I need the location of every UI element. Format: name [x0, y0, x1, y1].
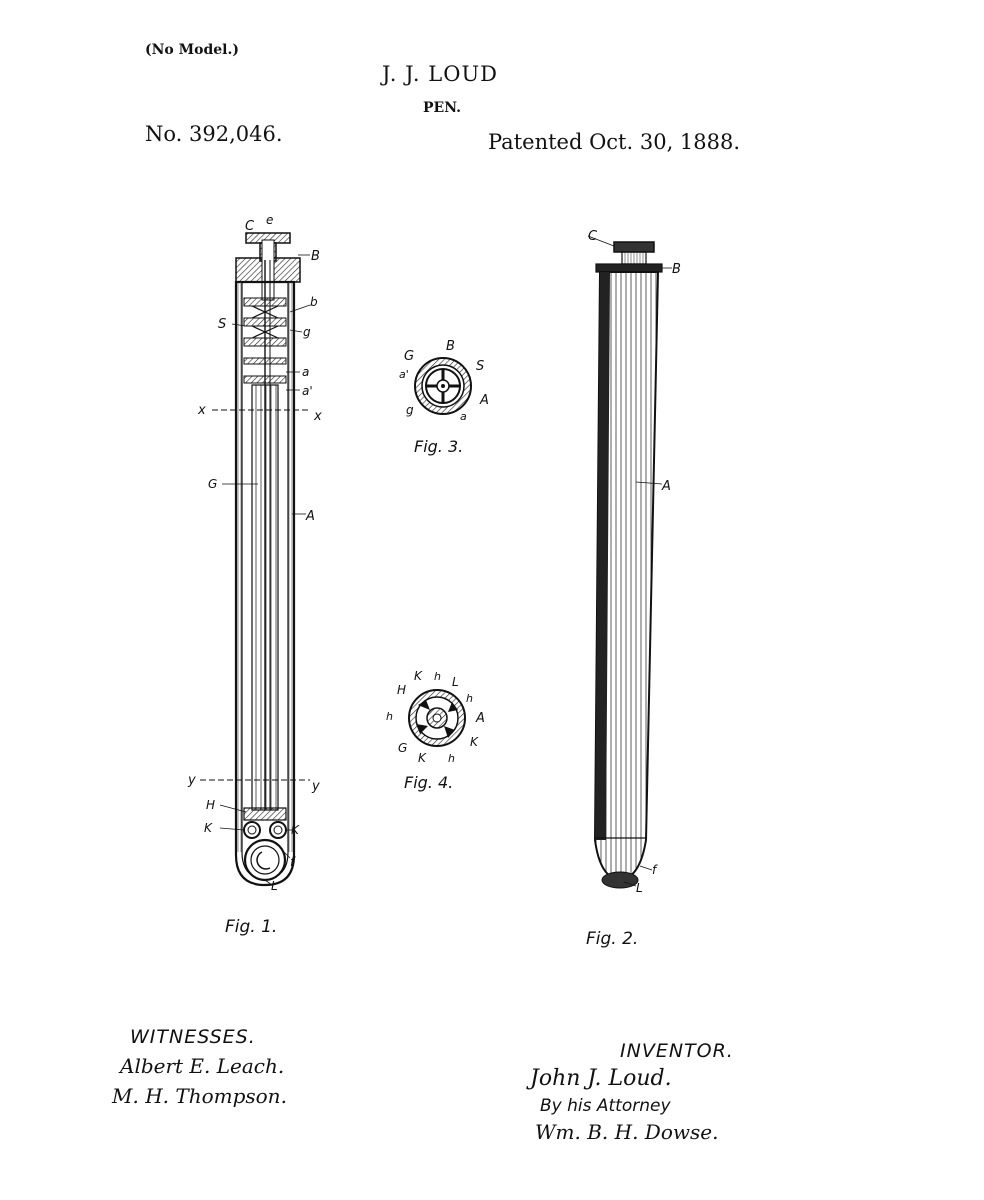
fig1-bottom-block — [244, 808, 286, 820]
fig3-label-G: G — [404, 349, 415, 364]
fig3-label-g: g — [406, 403, 414, 417]
fig1-label-a: a — [302, 365, 310, 379]
fig4-label-K-right: K — [470, 735, 478, 749]
fig1-label-A: A — [306, 509, 315, 524]
fig1-label-b: b — [310, 295, 318, 309]
fig3-label-a-prime: a' — [399, 368, 409, 381]
fig4-label-G: G — [398, 741, 408, 755]
fig4-label-h-right: h — [466, 692, 473, 705]
fig4-label-h-top: h — [434, 670, 441, 683]
fig1-label-G: G — [208, 477, 218, 491]
fig4-label-h-bottom: h — [448, 752, 455, 765]
fig2-caption: Fig. 2. — [586, 929, 639, 949]
fig1-label-e: e — [266, 213, 274, 227]
fig1-label-x-right: x — [314, 409, 322, 424]
fig2-label-f: f — [652, 863, 657, 877]
fig4-label-K-bottom: K — [418, 751, 426, 765]
no-model-note: (No Model.) — [145, 42, 239, 58]
figure-4-cross-section — [386, 669, 485, 792]
fig1-label-x-left: x — [198, 403, 206, 418]
figure-3-cross-section — [399, 339, 489, 456]
fig1-label-y-left: y — [188, 773, 196, 788]
fig1-label-a-prime: a' — [302, 384, 313, 398]
fig1-label-S: S — [218, 317, 227, 332]
fig1-ball-right — [270, 822, 286, 838]
fig3-label-S: S — [476, 359, 485, 374]
fig1-ball-left — [244, 822, 260, 838]
fig2-label-L: L — [636, 881, 643, 895]
fig4-label-H: H — [397, 683, 407, 697]
fig1-label-L: L — [271, 879, 278, 893]
fig4-caption: Fig. 4. — [404, 773, 454, 792]
fig4-label-A: A — [476, 711, 485, 726]
fig3-label-A: A — [480, 393, 489, 408]
fig2-head-ring — [596, 264, 662, 272]
witnesses-heading: WITNESSES. — [130, 1026, 256, 1048]
fig3-caption: Fig. 3. — [414, 437, 464, 456]
fig4-label-L: L — [452, 675, 459, 689]
fig3-label-a: a — [460, 410, 467, 423]
fig1-label-B: B — [311, 249, 320, 264]
attorney-signature: Wm. B. H. Dowse. — [535, 1120, 719, 1144]
patent-number: No. 392,046. — [145, 122, 283, 146]
fig2-cap-neck — [622, 252, 646, 264]
fig1-label-g: g — [303, 325, 311, 339]
by-attorney-text: By his Attorney — [540, 1096, 671, 1116]
figure-2-exterior-view — [586, 229, 681, 949]
witness-signature-1: Albert E. Leach. — [120, 1054, 285, 1078]
fig1-label-C: C — [245, 219, 255, 234]
fig2-label-B: B — [672, 262, 681, 277]
inventor-heading: INVENTOR. — [620, 1040, 734, 1062]
patent-title: PEN. — [423, 100, 461, 116]
inventor-name: J. J. LOUD — [382, 62, 498, 86]
fig4-label-K-top: K — [414, 669, 422, 683]
inventor-signature: John J. Loud. — [530, 1066, 672, 1091]
fig1-label-y-right: y — [312, 779, 320, 794]
figure-1-sectional-view — [187, 213, 322, 937]
fig1-label-K-right: K — [291, 823, 299, 837]
fig1-label-K-left: K — [204, 821, 212, 835]
witness-signature-2: M. H. Thompson. — [112, 1084, 287, 1108]
patent-date: Patented Oct. 30, 1888. — [488, 130, 741, 154]
fig2-label-A: A — [662, 479, 671, 494]
fig1-label-f: f — [290, 855, 295, 869]
fig4-label-h-left: h — [386, 710, 393, 723]
fig1-label-H: H — [206, 798, 216, 812]
fig2-tip-ball — [602, 872, 638, 888]
fig1-caption: Fig. 1. — [225, 917, 278, 937]
fig2-cap-knob — [614, 242, 654, 252]
fig3-label-B: B — [446, 339, 455, 354]
fig2-label-C: C — [588, 229, 598, 244]
